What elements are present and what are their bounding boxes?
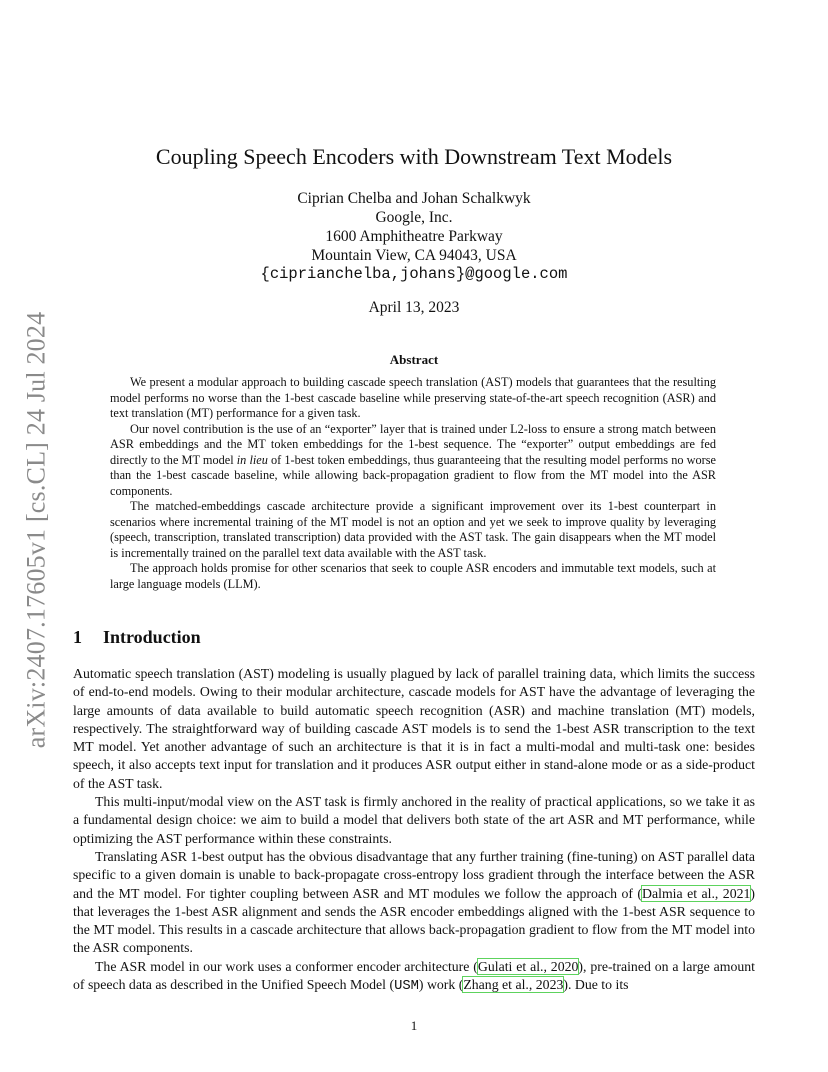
abstract-paragraph: We present a modular approach to building cascade speech translation (AST) models that guarantees that the resulting model performs no worse than the 1-best cascade baseline while preserving state-of-the-art speech recognition (ASR) and text translation (MT) performance for a given task. [110, 375, 716, 420]
abstract-paragraph: The matched-embeddings cascade architecture provide a significant improvement over its 1-best counterpart in scenarios where incremental training of the MT model is not an option and yet we seek to improve quality by leveraging (speech, transcription, translated transcription) data provided with the AST task. The gain disappears when the MT model is incrementally trained on the parallel text data available with the AST task. [110, 499, 716, 560]
arxiv-identifier-stamp [20, 300, 52, 760]
section-heading-introduction [73, 627, 201, 648]
paper-title: Coupling Speech Encoders with Downstream Text Models [155, 144, 673, 169]
arxiv-identifier-text: arXiv:2407.17605v1 [cs.CL] 24 Jul 2024 [21, 311, 50, 749]
citation-link-zhang[interactable]: Zhang et al., 2023 [463, 977, 564, 993]
section-title: Introduction [103, 627, 201, 647]
paper-date: April 13, 2023 [368, 299, 460, 316]
author-names: Ciprian Chelba and Johan Schalkwyk [297, 190, 531, 207]
author-email: {ciprianchelba,johans}@google.com [260, 265, 568, 283]
citation-link-gulati[interactable]: Gulati et al., 2020 [477, 958, 579, 974]
section-number: 1 [73, 627, 82, 647]
abstract-paragraph: Our novel contribution is the use of an “exporter” layer that is trained under L2-loss to ensure a strong match between ASR embeddings and the MT token embeddings for the 1-best sequence. The “exporter” output embeddings are fed directly to the MT model in lieu of 1-best token embeddings, thus guaranteeing that the resulting model performs no worse than the 1-best cascade baseline, while allowing back-propagation gradient to flow from the MT model into the ASR components. [110, 421, 716, 498]
body-paragraph: The ASR model in our work uses a conformer encoder architecture (Gulati et al., 2020), pre-trained on a large amount of speech data as described in the Unified Speech Model (USM) work (Zhang et al., 2023). Due to its [73, 958, 755, 995]
author-street: 1600 Amphitheatre Parkway [325, 228, 503, 245]
body-paragraph: Translating ASR 1-best output has the obvious disadvantage that any further training (fine-tuning) on AST parallel data specific to a given domain is unable to back-propagate cross-entropy loss gradient through the interface between the ASR and the MT model. For tighter coupling between ASR and MT modules we follow the approach of (Dalmia et al., 2021) that leverages the 1-best ASR alignment and sends the ASR encoder embeddings aligned with the 1-best ASR sequence to the MT model. This results in a cascade architecture that allows back-propagation gradient to flow from the MT model into the ASR components. [73, 848, 756, 956]
author-city: Mountain View, CA 94043, USA [311, 247, 517, 264]
abstract-heading: Abstract [389, 352, 439, 367]
emphasis-in-lieu: in lieu [236, 452, 268, 467]
citation-link-dalmia[interactable]: Dalmia et al., 2021 [642, 885, 751, 901]
author-affiliation: Google, Inc. [375, 209, 453, 226]
abstract-body [110, 375, 716, 592]
author-block [0, 189, 828, 284]
introduction-body [73, 665, 755, 996]
abstract-paragraph: The approach holds promise for other scenarios that seek to couple ASR encoders and immutable text models, such at large language models (LLM). [110, 561, 716, 591]
page-number: 1 [410, 1018, 418, 1033]
inline-code-usm: USM [394, 979, 419, 995]
body-paragraph: Automatic speech translation (AST) modeling is usually plagued by lack of parallel training data, which limits the success of end-to-end models. Owing to their modular architecture, cascade models for AST have the advantage of leveraging the large amounts of data available to build automatic speech recognition (ASR) and machine translation (MT) models, respectively. The straightforward way of building cascade AST models is to send the 1-best ASR transcription to the text MT model. Yet another advantage of such an architecture is that it is in fact a multi-modal and multi-task one: besides speech, it also accepts text input for translation and it produces ASR output either in stand-alone mode or as a side-product of the AST task. [73, 666, 755, 791]
body-paragraph: This multi-input/modal view on the AST task is firmly anchored in the reality of practical applications, so we take it as a fundamental design choice: we aim to build a model that delivers both state of the art ASR and MT performance, while optimizing the AST performance within these constraints. [73, 794, 755, 846]
